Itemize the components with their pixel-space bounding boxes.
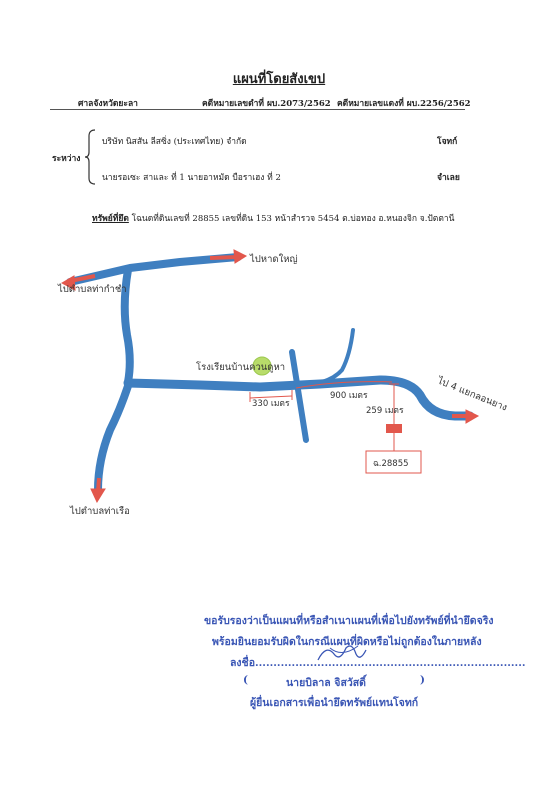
red-case-number: คดีหมายเลขแดงที่ ผบ.2256/2562: [337, 99, 471, 109]
arrow-tharuea-head: [91, 489, 105, 502]
label-school: โรงเรียนบ้านควนดูหา: [196, 362, 286, 373]
between-label: ระหว่าง: [52, 154, 81, 164]
signature-label: ลงชื่อ: [230, 657, 255, 669]
party-brace: [84, 128, 98, 186]
signature-scribble: [312, 640, 372, 668]
page-title: แผนที่โดยสังเขป: [232, 72, 326, 87]
property-label: ทรัพย์ที่ยึด: [92, 214, 129, 224]
certification-line-1: ขอรับรองว่าเป็นแผนที่หรือสำเนาแผนที่เพื่อไปยังทรัพย์ที่นำยึดจริง: [204, 615, 494, 627]
label-distance-259: 259 เมตร: [366, 406, 404, 416]
plaintiff-name: บริษัท นิสสัน ลีสซิ่ง (ประเทศไทย) จำกัด: [102, 137, 247, 147]
road-north-creek: [322, 330, 353, 382]
defendant-role: จำเลย: [437, 173, 460, 183]
distance-330-line: [250, 396, 292, 398]
certification-line-2: พร้อมยินยอมรับผิดในกรณีแผนที่ผิดหรือไม่ถูกต้องในภายหลัง: [212, 636, 482, 648]
property-line: [92, 211, 454, 225]
property-text: โฉนดที่ดินเลขที่ 28855 เลขที่ดิน 153 หน้าสำรวจ 5454 ต.บ่อทอง อ.หนองจิก จ.ปัตตานี: [131, 214, 455, 224]
black-case-number: คดีหมายเลขดำที่ ผบ.2073/2562: [202, 99, 331, 109]
label-to-intersection: ไป 4 แยกลอนยาง: [435, 375, 509, 414]
defendant-name: นายรอเซะ สาและ ที่ 1 นายอาหมัด บือราเฮง ที่ 2: [102, 173, 281, 183]
parcel-label: ฉ.28855: [373, 459, 409, 469]
signer-name-close: ): [420, 674, 425, 686]
plaintiff-role: โจทก์: [437, 137, 458, 147]
signature-line: [230, 654, 526, 671]
arrow-intersection-head: [466, 410, 478, 423]
signer-name-open: (: [243, 674, 248, 686]
signature-dots: ..........................................................................: [255, 657, 526, 669]
arrow-hatyai-head: [234, 250, 246, 263]
arrow-hatyai: [210, 257, 238, 258]
header-rule: [50, 109, 465, 110]
signer-name: นายบิลาล จิสวัสดิ์: [286, 677, 366, 689]
signer-role: ผู้ยื่นเอกสารเพื่อนำยึดทรัพย์แทนโจทก์: [250, 697, 419, 709]
label-to-tha-kamcham: ไปตำบลท่ากำชำ: [58, 284, 127, 295]
road-top-hatyai: [70, 257, 238, 282]
road-cross-vertical: [292, 352, 306, 440]
label-distance-330: 330 เมตร: [252, 399, 290, 409]
court-name: ศาลจังหวัดยะลา: [78, 99, 138, 109]
label-distance-900: 900 เมตร: [330, 391, 368, 401]
road-southwest: [98, 386, 128, 490]
label-to-tha-ruea: ไปตำบลท่าเรือ: [70, 506, 130, 517]
parcel-marker: [386, 424, 402, 433]
label-to-hatyai: ไปหาดใหญ่: [250, 254, 298, 265]
